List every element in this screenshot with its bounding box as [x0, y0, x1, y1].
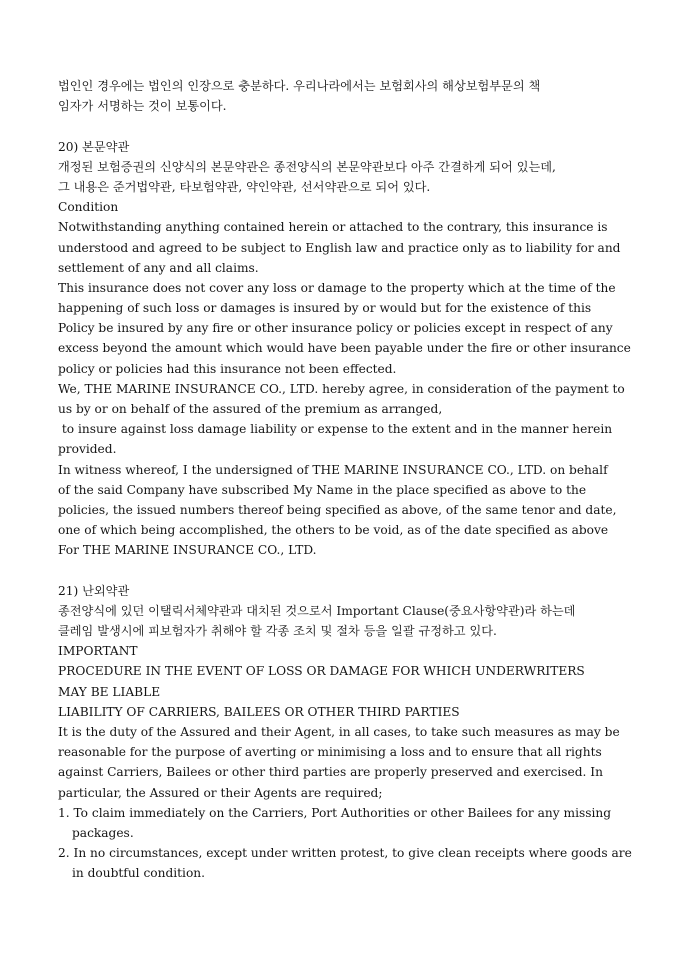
- spacer: [58, 561, 638, 581]
- text-line: 임자가 서명하는 것이 보통이다.: [58, 99, 227, 114]
- clause-line: provided.: [58, 442, 117, 457]
- clause-line: us by or on behalf of the assured of the premium as arranged,: [58, 402, 443, 416]
- clause-line: This insurance does not cover any loss or damage to the property which at the time of the: [58, 280, 616, 295]
- section-heading: 21) 난외약관: [58, 583, 130, 598]
- section-20: [58, 137, 638, 561]
- clause-line: reasonable for the purpose of averting or minimising a loss and to ensure that all rights: [58, 745, 602, 760]
- clause-line: policy or policies had this insurance not been effected.: [58, 361, 397, 376]
- clause-line: We, THE MARINE INSURANCE CO., LTD. hereby agree, in consideration of the payment to: [58, 381, 625, 396]
- list-item: [58, 803, 638, 843]
- section-heading: 20) 본문약관: [58, 139, 130, 154]
- list-item: [58, 843, 638, 883]
- text-line: 그 내용은 준거법약관, 타보험약관, 약인약관, 선서약관으로 되어 있다.: [58, 179, 431, 194]
- text-line: 종전양식에 있던 이탤릭서체약관과 대치된 것으로서 Important Clause(중요사항약관)라 하는데: [58, 603, 576, 618]
- list-item-continuation: packages.: [72, 825, 134, 840]
- clause-line: understood and agreed to be subject to English law and practice only as to liability for and: [58, 240, 621, 255]
- list-item-text: 2. In no circumstances, except under written protest, to give clean receipts where goods are: [58, 846, 632, 861]
- section-21: [58, 581, 638, 884]
- clause-line: It is the duty of the Assured and their Agent, in all cases, to take such measures as may be: [58, 725, 620, 739]
- clause-line: one of which being accomplished, the others to be void, as of the date specified as above: [58, 523, 609, 538]
- spacer: [58, 116, 638, 136]
- list-item-continuation: in doubtful condition.: [72, 866, 206, 881]
- clause-line: of the said Company have subscribed My Name in the place specified as above to the: [58, 482, 587, 497]
- clause-line: For THE MARINE INSURANCE CO., LTD.: [58, 543, 317, 558]
- clause-line: excess beyond the amount which would have been payable under the fire or other insurance: [58, 341, 631, 356]
- intro-paragraph: [58, 76, 638, 116]
- clause-line: particular, the Assured or their Agents are required;: [58, 785, 383, 800]
- condition-label: Condition: [58, 200, 119, 215]
- clause-line: Policy be insured by any fire or other insurance policy or policies except in respect of any: [58, 321, 613, 336]
- text-line: 개정된 보험증권의 신양식의 본문약관은 종전양식의 본문약관보다 아주 간결하게 되어 있는데,: [58, 159, 556, 174]
- clause-line: to insure against loss damage liability or expense to the extent and in the manner herein: [58, 422, 613, 437]
- caps-heading: IMPORTANT: [58, 644, 138, 659]
- caps-heading: MAY BE LIABLE: [58, 684, 161, 699]
- clause-line: Notwithstanding anything contained herein or attached to the contrary, this insurance is: [58, 220, 608, 235]
- caps-heading: LIABILITY OF CARRIERS, BAILEES OR OTHER THIRD PARTIES: [58, 704, 460, 719]
- list-item-text: 1. To claim immediately on the Carriers, Port Authorities or other Bailees for any missing: [58, 805, 612, 820]
- text-line: 법인인 경우에는 법인의 인장으로 충분하다. 우리나라에서는 보험회사의 해상보험부문의 책: [58, 79, 541, 93]
- document-page: [58, 76, 638, 884]
- clause-line: happening of such loss or damages is insured by or would but for the existence of this: [58, 301, 592, 316]
- caps-heading: PROCEDURE IN THE EVENT OF LOSS OR DAMAGE FOR WHICH UNDERWRITERS: [58, 664, 585, 679]
- text-line: 클레임 발생시에 피보험자가 취해야 할 각종 조치 및 절차 등을 일괄 규정하고 있다.: [58, 624, 497, 639]
- clause-line: policies, the issued numbers thereof being specified as above, of the same tenor and date,: [58, 502, 617, 517]
- clause-line: In witness whereof, I the undersigned of THE MARINE INSURANCE CO., LTD. on behalf: [58, 462, 608, 477]
- clause-line: settlement of any and all claims.: [58, 260, 259, 275]
- clause-line: against Carriers, Bailees or other third parties are properly preserved and exercised. In: [58, 765, 603, 780]
